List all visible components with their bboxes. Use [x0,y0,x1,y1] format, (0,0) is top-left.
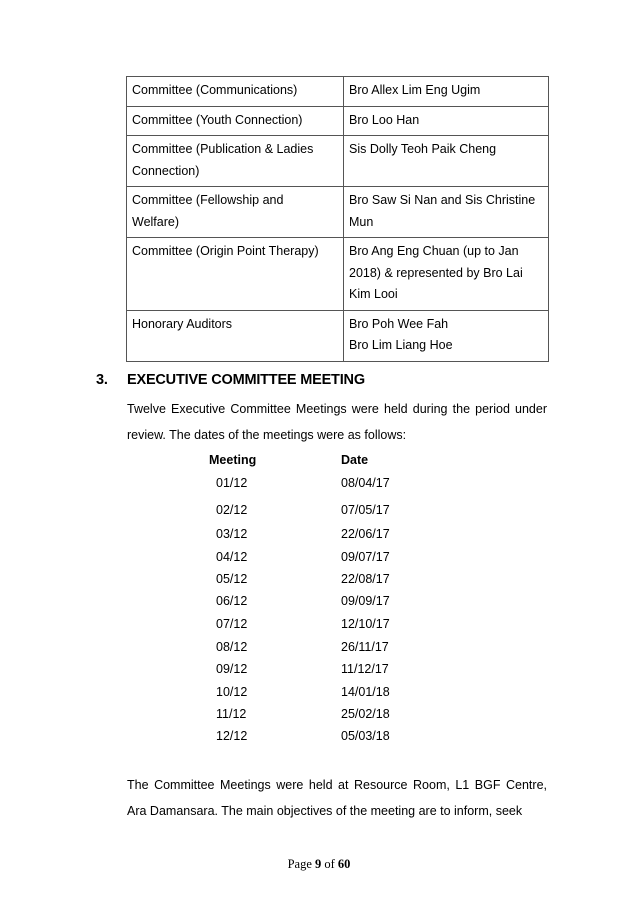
total-pages: 60 [337,857,351,871]
meeting-row [0,594,638,616]
meeting-number: 01/12 [216,476,248,490]
meeting-number: 11/12 [216,707,247,721]
member-name-cell [344,238,549,311]
table-row [127,136,549,187]
member-name-text: Kim Looi [349,287,398,301]
table-row [127,77,549,107]
meeting-date: 26/11/17 [341,640,389,654]
meeting-number: 08/12 [216,640,248,654]
meeting-date: 07/05/17 [341,503,390,517]
role-text: Welfare) [132,214,180,229]
committee-role-cell [127,310,344,361]
section-number: 3. [96,372,108,388]
member-name-text: Bro Poh Wee Fah [349,316,449,331]
meeting-date: 22/08/17 [341,572,390,586]
meeting-number: 05/12 [216,572,248,586]
meeting-date: 25/02/18 [341,707,390,721]
meeting-date: 22/06/17 [341,527,390,541]
role-text: Committee (Origin Point Therapy) [132,244,319,258]
meeting-number: 04/12 [216,550,248,564]
page-label: Page [287,857,312,871]
committee-table [126,76,549,362]
meeting-row [0,640,638,662]
section-title: EXECUTIVE COMMITTEE MEETING [127,372,365,388]
meeting-row [0,476,638,498]
meeting-number: 03/12 [216,527,248,541]
meeting-row [0,662,638,684]
meeting-date: 12/10/17 [341,617,390,631]
intro-paragraph: Twelve Executive Committee Meetings were held during the period under review. The dates of the meetings were as follows: [127,402,547,442]
meeting-date: 11/12/17 [341,662,389,676]
member-name-cell [344,106,549,136]
role-text: Committee (Communications) [132,83,298,97]
role-text: Committee (Publication & Ladies [132,142,314,156]
meeting-date: 08/04/17 [341,476,390,490]
role-text: Committee (Youth Connection) [132,112,303,127]
committee-role-cell [127,136,344,187]
table-row [127,106,549,136]
member-name-text: Bro Lim Liang Hoe [349,338,453,352]
member-name-cell [344,187,549,238]
meeting-row [0,503,638,525]
member-name-text: 2018) & represented by Bro Lai [349,265,523,280]
role-text: Honorary Auditors [132,316,233,331]
table-row [127,238,549,311]
page-footer [0,857,638,872]
meeting-date: 14/01/18 [341,685,390,699]
role-text: Committee (Fellowship and [132,193,284,207]
meeting-row [0,572,638,594]
member-name-text: Mun [349,214,374,229]
member-name-cell [344,77,549,107]
member-name-text: Sis Dolly Teoh Paik Cheng [349,142,497,156]
committee-role-cell [127,187,344,238]
meeting-row [0,527,638,549]
meeting-column-header: Meeting [209,453,257,467]
meeting-number: 02/12 [216,503,248,517]
meeting-date: 09/07/17 [341,550,390,564]
meeting-number: 12/12 [216,729,248,743]
closing-paragraph: The Committee Meetings were held at Resource Room, L1 BGF Centre, Ara Damansara. The main objectives of the meeting are to inform, seek [127,778,547,818]
page-number: 9 [315,857,322,871]
member-name-cell [344,136,549,187]
meeting-row [0,617,638,639]
member-name-text: Bro Saw Si Nan and Sis Christine [349,193,536,207]
member-name-cell [344,310,549,361]
meeting-number: 10/12 [216,685,248,699]
meeting-row [0,550,638,572]
meeting-number: 06/12 [216,594,248,608]
meeting-number: 07/12 [216,617,248,631]
committee-role-cell [127,238,344,311]
member-name-text: Bro Allex Lim Eng Ugim [349,83,481,97]
meeting-row [0,729,638,751]
meeting-date: 09/09/17 [341,594,390,608]
committee-role-cell [127,106,344,136]
table-row [127,310,549,361]
meeting-row [0,707,638,729]
role-text: Connection) [132,163,200,178]
member-name-text: Bro Loo Han [349,112,420,127]
section-heading [96,372,365,388]
of-label: of [324,857,335,871]
meeting-date: 05/03/18 [341,729,390,743]
meeting-number: 09/12 [216,662,248,676]
meeting-row [0,685,638,707]
table-row [127,187,549,238]
date-column-header: Date [341,453,369,467]
member-name-text: Bro Ang Eng Chuan (up to Jan [349,244,519,258]
committee-role-cell [127,77,344,107]
